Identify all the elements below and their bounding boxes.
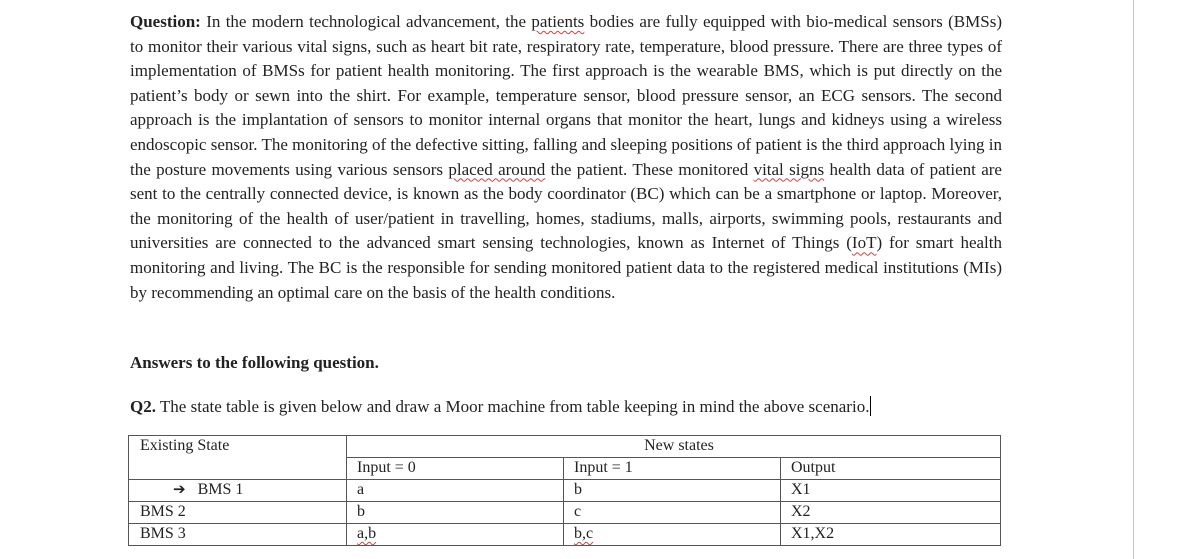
table-row — [129, 480, 1001, 502]
page-edge — [1133, 0, 1134, 559]
output-header[interactable]: Output — [781, 458, 1001, 480]
spellcheck-word-bc[interactable]: b,c — [574, 525, 594, 542]
input0-cell[interactable] — [347, 524, 564, 546]
spellcheck-word-iot[interactable]: IoT — [851, 233, 877, 253]
input0-cell[interactable]: a — [347, 480, 564, 502]
question-text: the patient. These monitored — [545, 159, 754, 179]
spellcheck-word-placed-around[interactable]: placed around — [448, 159, 546, 179]
spellcheck-word-patients[interactable]: patients — [531, 12, 585, 31]
input0-cell[interactable]: b — [347, 502, 564, 524]
input1-cell[interactable]: c — [564, 502, 781, 524]
state-label: BMS 1 — [197, 481, 244, 498]
text-cursor — [870, 396, 871, 416]
table-row — [129, 524, 1001, 546]
input0-header[interactable]: Input = 0 — [347, 458, 564, 480]
question-text: health data of patient are sent to the centrally connected device, is known as the body coordinator (BC) which can be a smartphone or laptop. Moreover, the monitoring of the health of user/patient in travelling, homes, stadiums, malls, airports, swimming pools, restaurants and universities are connected to the advanced smart sensing technologies, known as Internet of Things ( — [130, 159, 1002, 253]
spellcheck-word-vital-signs[interactable]: vital signs — [753, 159, 825, 179]
output-cell[interactable]: X1,X2 — [781, 524, 1001, 546]
answers-heading: Answers to the following question. — [130, 353, 379, 372]
question-label: Question: — [130, 12, 201, 31]
input1-cell[interactable]: b — [564, 480, 781, 502]
q2-prompt[interactable] — [130, 396, 871, 417]
state-cell[interactable]: BMS 2 — [129, 502, 347, 524]
state-cell[interactable] — [129, 480, 347, 502]
table-header-row — [129, 436, 1001, 458]
output-cell[interactable]: X2 — [781, 502, 1001, 524]
q2-text: The state table is given below and draw a Moor machine from table keeping in mind the above scenario. — [155, 397, 870, 416]
question-text: In the modern technological advancement, the — [200, 12, 532, 31]
input1-cell[interactable] — [564, 524, 781, 546]
start-arrow-icon: ➔ — [173, 482, 186, 498]
table-row — [129, 502, 1001, 524]
spellcheck-word-ab[interactable]: a,b — [357, 525, 377, 542]
q2-label: Q2. — [130, 397, 156, 416]
output-cell[interactable]: X1 — [781, 480, 1001, 502]
document-body[interactable] — [130, 10, 1002, 416]
question-text: bodies are fully equipped with bio-medical sensors (BMSs) to monitor their various vital signs, such as heart bit rate, respiratory rate, temperature, blood pressure. There are three types of implementation of BMSs for patient health monitoring. The first approach is the wearable BMS, which is put directly on the patient’s body or sewn into the shirt. For example, temperature sensor, blood pressure sensor, an ECG sensors. The second approach is the implantation of sensors to monitor internal organs that monitor the heart, lungs and kidneys using a wireless endoscopic sensor. The monitoring of the defective sitting, falling and sleeping positions of patient is the third approach lying in the posture movements using various sensors — [130, 12, 1002, 179]
state-cell[interactable]: BMS 3 — [129, 524, 347, 546]
input1-header[interactable]: Input = 1 — [564, 458, 781, 480]
new-states-header[interactable]: New states — [347, 436, 1001, 458]
state-table[interactable] — [128, 435, 1001, 546]
existing-state-header[interactable]: Existing State — [129, 436, 347, 480]
question-paragraph[interactable] — [130, 10, 1002, 305]
question-text: ) for smart health monitoring and living. The BC is the responsible for sending monitored patient data to the registered medical institutions (MIs) by recommending an optimal care on the basis of the health conditions. — [130, 233, 1002, 302]
